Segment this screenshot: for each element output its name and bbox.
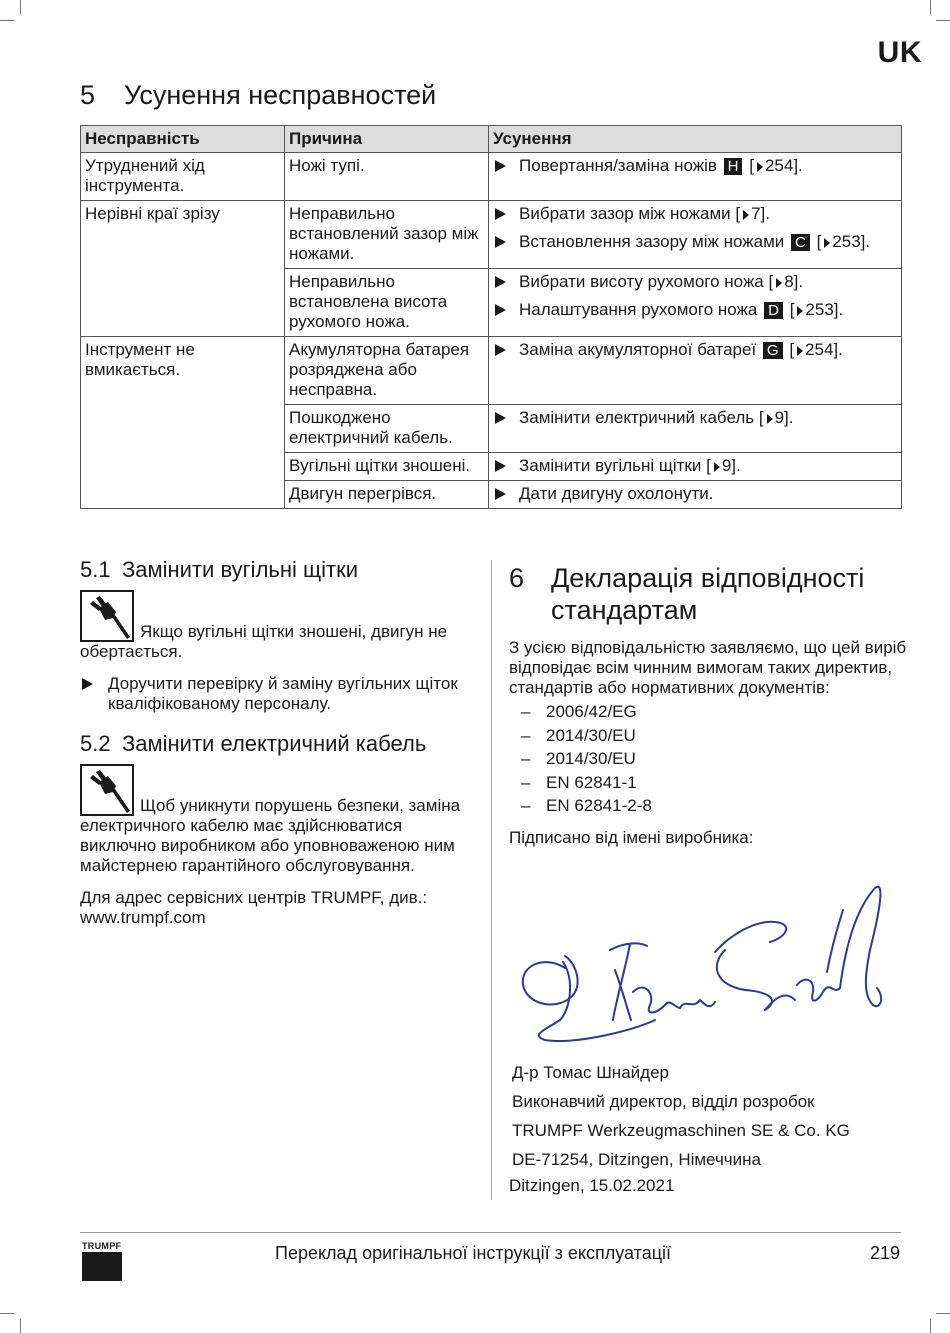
page-ref[interactable]: 253]. <box>832 232 871 251</box>
fix-cell <box>489 453 902 481</box>
action-arrow-icon <box>495 276 506 288</box>
page-ref-icon <box>743 210 749 220</box>
fix-item <box>493 340 897 360</box>
brand-logo-text: TRUMPF <box>82 1241 122 1251</box>
signed-by-label: Підписано від імені виробника: <box>509 827 754 847</box>
fix-text: Дати двигуну охолонути. <box>519 484 714 503</box>
fix-text: Вибрати зазор між ножами [ <box>519 204 741 223</box>
action-arrow-icon <box>495 460 506 472</box>
footer-rule <box>80 1232 901 1233</box>
action-arrow-icon <box>495 412 506 424</box>
company-name: TRUMPF Werkzeugmaschinen SE & Co. KG <box>512 1121 850 1140</box>
page-number: 219 <box>869 1243 900 1263</box>
declaration-intro: З усією відповідальністю заявляємо, що цей виріб відповідає всім чинним вимогам таких директив, стандартів або нормативних документів: <box>509 638 907 697</box>
brand-logo-block <box>82 1252 122 1281</box>
action-arrow-icon <box>495 236 506 248</box>
language-tag: UK <box>877 36 922 69</box>
table-row <box>81 153 902 201</box>
page-ref-icon <box>757 162 763 172</box>
column-header: Усунення <box>489 126 902 153</box>
action-arrow-icon <box>495 208 506 220</box>
section-5-heading <box>80 80 436 111</box>
column-header: Причина <box>285 126 489 153</box>
cause-cell: Пошкоджено електричний кабель. <box>285 405 489 453</box>
list-item: – 2006/42/EG <box>509 700 909 724</box>
action-arrow-icon <box>495 488 506 500</box>
section-title: Замінити вугільні щітки <box>122 557 358 582</box>
service-info: Для адрес сервісних центрів TRUMPF, див.: www.trumpf.com <box>80 888 428 927</box>
warning-text: Щоб уникнути порушень безпеки, заміна електричного кабелю має здійснюватися виключно виробником або уповноваженою ним майстернею гарантійного обслуговування. <box>80 796 461 875</box>
cause-cell: Акумуляторна батарея розряджена або несправна. <box>285 337 489 405</box>
page-ref-icon <box>824 238 830 248</box>
crop-mark <box>0 20 14 21</box>
page-ref-icon <box>797 346 803 356</box>
cause-cell: Двигун перегрівся. <box>285 481 489 509</box>
table-header-row <box>81 126 902 153</box>
page-ref[interactable]: 254]. <box>764 156 803 175</box>
list-item: – 2014/30/EU <box>509 724 909 748</box>
action-item <box>80 674 475 714</box>
page-ref[interactable]: 7]. <box>751 204 770 223</box>
fault-cell: Утруднений хід інструмента. <box>81 153 285 201</box>
page-ref-icon <box>714 462 720 472</box>
list-item: – EN 62841-2-8 <box>509 794 909 818</box>
page-ref[interactable]: 9]. <box>774 408 794 427</box>
page-ref-icon <box>767 414 773 424</box>
fix-text: Замінити вугільні щітки [ <box>519 456 711 475</box>
fix-item <box>493 456 897 476</box>
section-6-heading <box>509 562 909 626</box>
standards-list <box>509 700 909 818</box>
action-text: Доручити перевірку й заміну вугільних щіток кваліфікованому персоналу. <box>108 674 458 713</box>
cause-cell: Неправильно встановлена висота рухомого ножа. <box>285 269 489 337</box>
crop-mark <box>20 1319 21 1333</box>
section-title: Замінити електричний кабель <box>122 731 427 756</box>
action-arrow-icon <box>495 304 506 316</box>
list-item: – 2014/30/EU <box>509 747 909 771</box>
fix-cell <box>489 481 902 509</box>
fix-text: Вибрати висоту рухомого ножа [ <box>519 272 774 291</box>
fix-item <box>493 484 897 504</box>
crop-mark <box>936 20 950 21</box>
section-title: Декларація відповідності стандартам <box>551 563 865 625</box>
crop-mark <box>0 1313 14 1314</box>
cause-cell: Вугільні щітки зношені. <box>285 453 489 481</box>
section-number: 5.2 <box>80 731 111 756</box>
left-column <box>80 557 475 928</box>
fix-text: Встановлення зазору між ножами <box>519 232 789 251</box>
fix-cell <box>489 201 902 269</box>
page-ref-icon <box>797 306 803 316</box>
section-number: 5.1 <box>80 557 111 582</box>
cause-cell: Неправильно встановлений зазор між ножами. <box>285 201 489 269</box>
fix-cell <box>489 337 902 405</box>
figure-key-badge: G <box>763 342 783 359</box>
page-ref-icon <box>776 278 782 288</box>
fix-item <box>493 408 897 428</box>
handwritten-signature <box>515 880 885 1050</box>
signer-name: Д-р Томас Шнайдер <box>512 1063 669 1082</box>
action-arrow-icon <box>495 344 506 356</box>
fix-text: Налаштування рухомого ножа <box>519 300 763 319</box>
fix-item <box>493 272 897 292</box>
fix-item <box>493 156 897 176</box>
crop-mark <box>936 1313 950 1314</box>
action-arrow-icon <box>82 678 93 690</box>
figure-key-badge: C <box>791 234 810 251</box>
column-divider <box>491 560 492 1200</box>
fix-text: Замінити електричний кабель [ <box>519 408 764 427</box>
signer-role: Виконавчий директор, відділ розробок <box>512 1092 815 1111</box>
figure-key-badge: H <box>724 158 743 175</box>
fix-item <box>493 204 897 224</box>
right-column <box>509 562 909 848</box>
company-address: DE-71254, Ditzingen, Німеччина <box>512 1150 761 1169</box>
fix-bracket: [ <box>816 232 822 251</box>
fix-item <box>493 232 897 252</box>
section-number: 6 <box>509 563 525 593</box>
cause-cell: Ножі тупі. <box>285 153 489 201</box>
page-ref[interactable]: 8]. <box>784 272 804 291</box>
section-title: Усунення несправностей <box>124 80 437 110</box>
warning-note <box>80 590 475 662</box>
page-ref[interactable]: 9]. <box>721 456 741 475</box>
fix-bracket: [ <box>789 340 795 359</box>
section-5-1-heading <box>80 557 475 582</box>
page-ref[interactable]: 253]. <box>805 300 844 319</box>
electric-plug-icon <box>80 590 134 642</box>
column-header: Несправність <box>81 126 285 153</box>
fix-bracket: [ <box>749 156 754 175</box>
figure-key-badge: D <box>764 302 783 319</box>
fault-cell: Інструмент не вмикається. <box>81 337 285 509</box>
fix-bracket: [ <box>789 300 795 319</box>
section-5-2-heading <box>80 731 475 756</box>
warning-text: Якщо вугільні щітки зношені, двигун не обертається. <box>80 622 448 661</box>
table-row <box>81 337 902 405</box>
warning-note <box>80 764 475 876</box>
list-item: – EN 62841-1 <box>509 771 909 795</box>
action-arrow-icon <box>495 160 506 172</box>
troubleshooting-table <box>80 125 902 509</box>
fix-cell <box>489 405 902 453</box>
fix-cell <box>489 153 902 201</box>
fix-item <box>493 300 897 320</box>
signer-block <box>512 1058 850 1174</box>
crop-mark <box>930 1319 931 1333</box>
footer-title: Переклад оригінальної інструкції з експлуатації <box>275 1243 672 1263</box>
section-number: 5 <box>80 80 96 110</box>
crop-mark <box>20 0 21 14</box>
fix-cell <box>489 269 902 337</box>
page-ref[interactable]: 254]. <box>805 340 843 359</box>
electric-plug-icon <box>80 764 134 816</box>
fault-cell: Нерівні краї зрізу <box>81 201 285 337</box>
table-row <box>81 201 902 269</box>
fix-text: Повертання/заміна ножів <box>519 156 722 175</box>
crop-mark <box>930 0 931 14</box>
fix-text: Заміна акумуляторної батареї <box>519 340 761 359</box>
signature-date: Ditzingen, 15.02.2021 <box>509 1176 675 1195</box>
